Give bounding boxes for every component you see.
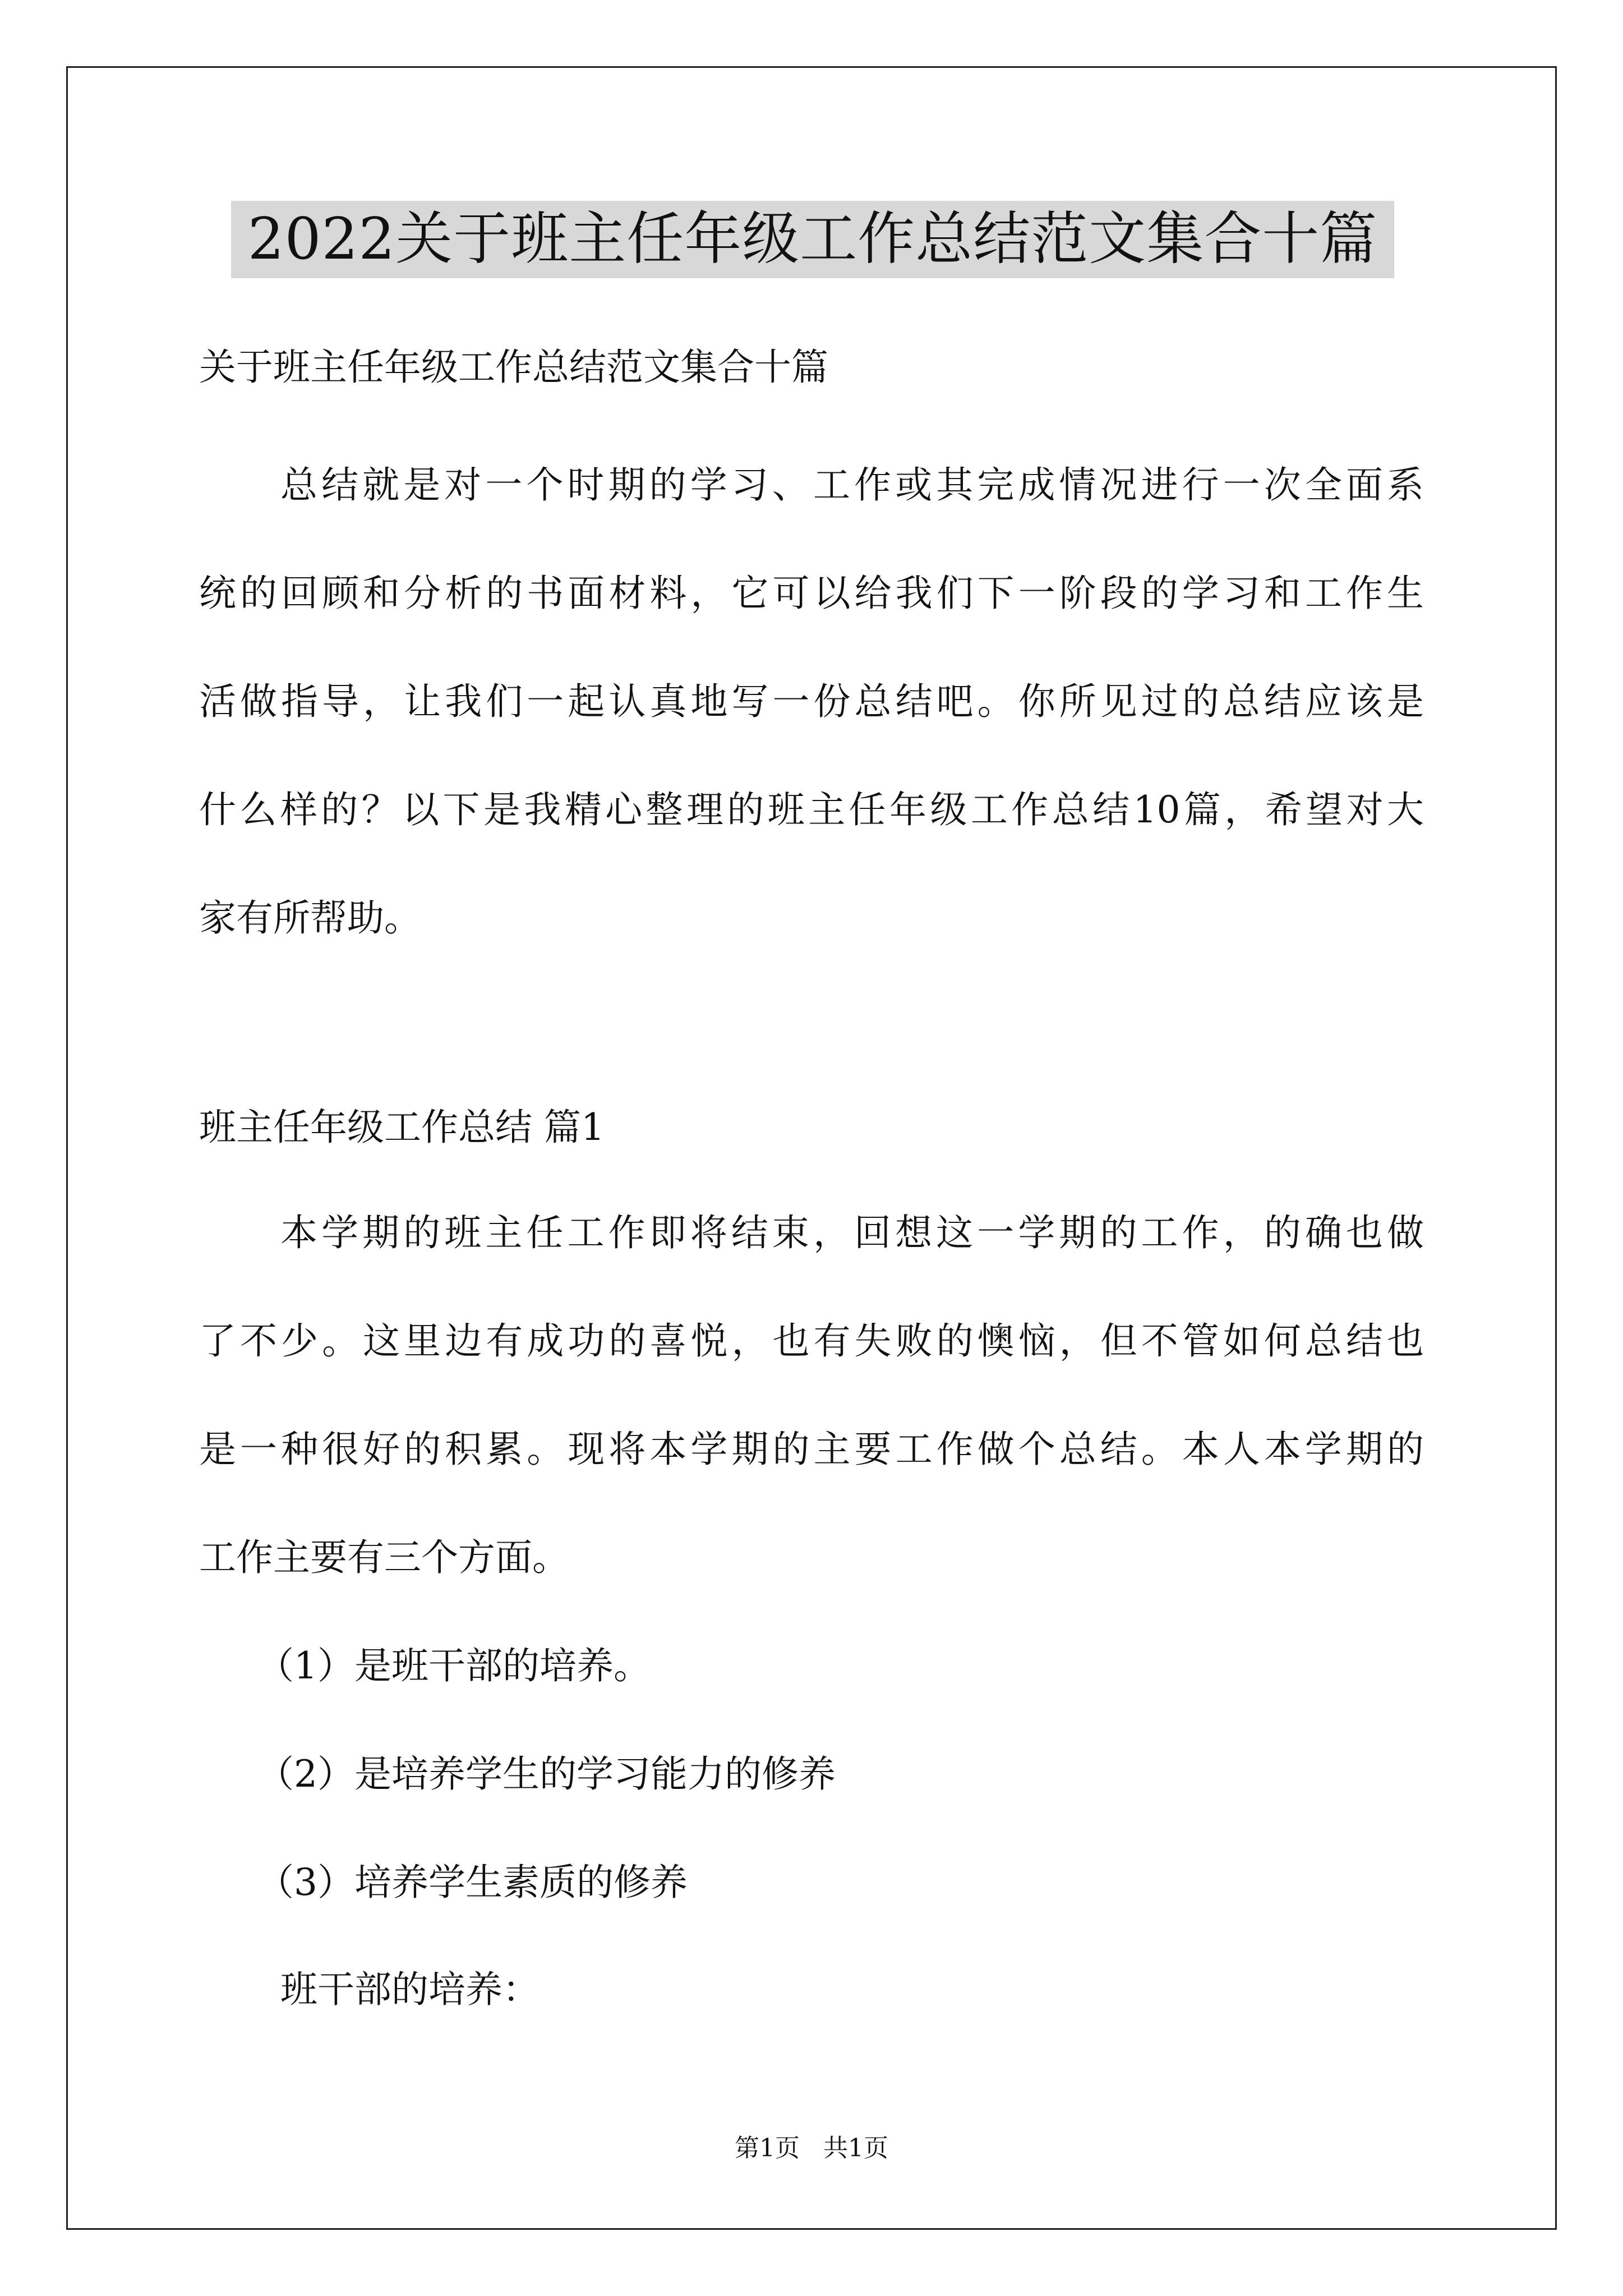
list-item: （1）是班干部的培养。: [257, 1644, 651, 1687]
intro-line: 统的回顾和分析的书面材料，它可以给我们下一阶段的学习和工作生: [199, 572, 1424, 615]
intro-line: 什么样的？以下是我精心整理的班主任年级工作总结10篇，希望对大: [199, 788, 1424, 831]
document-subtitle: 关于班主任年级工作总结范文集合十篇: [199, 346, 828, 389]
intro-line: 家有所帮助。: [199, 896, 421, 940]
body-line: 本学期的班主任工作即将结束，回想这一学期的工作，的确也做: [280, 1211, 1424, 1254]
intro-line: 总结就是对一个时期的学习、工作或其完成情况进行一次全面系: [280, 463, 1424, 507]
body-line: 了不少。这里边有成功的喜悦，也有失败的懊恼，但不管如何总结也: [199, 1319, 1424, 1363]
intro-line: 活做指导，让我们一起认真地写一份总结吧。你所见过的总结应该是: [199, 680, 1424, 723]
body-line: 是一种很好的积累。现将本学期的主要工作做个总结。本人本学期的: [199, 1428, 1424, 1471]
section-heading: 班主任年级工作总结 篇1: [199, 1106, 605, 1149]
body-line: 工作主要有三个方面。: [199, 1536, 569, 1579]
list-item: （3）培养学生素质的修养: [257, 1861, 688, 1904]
page-number-footer: 第1页 共1页: [735, 2134, 888, 2162]
document-title: 2022关于班主任年级工作总结范文集合十篇: [231, 201, 1394, 278]
subheading: 班干部的培养：: [280, 1968, 540, 2011]
list-item: （2）是培养学生的学习能力的修养: [257, 1752, 836, 1796]
